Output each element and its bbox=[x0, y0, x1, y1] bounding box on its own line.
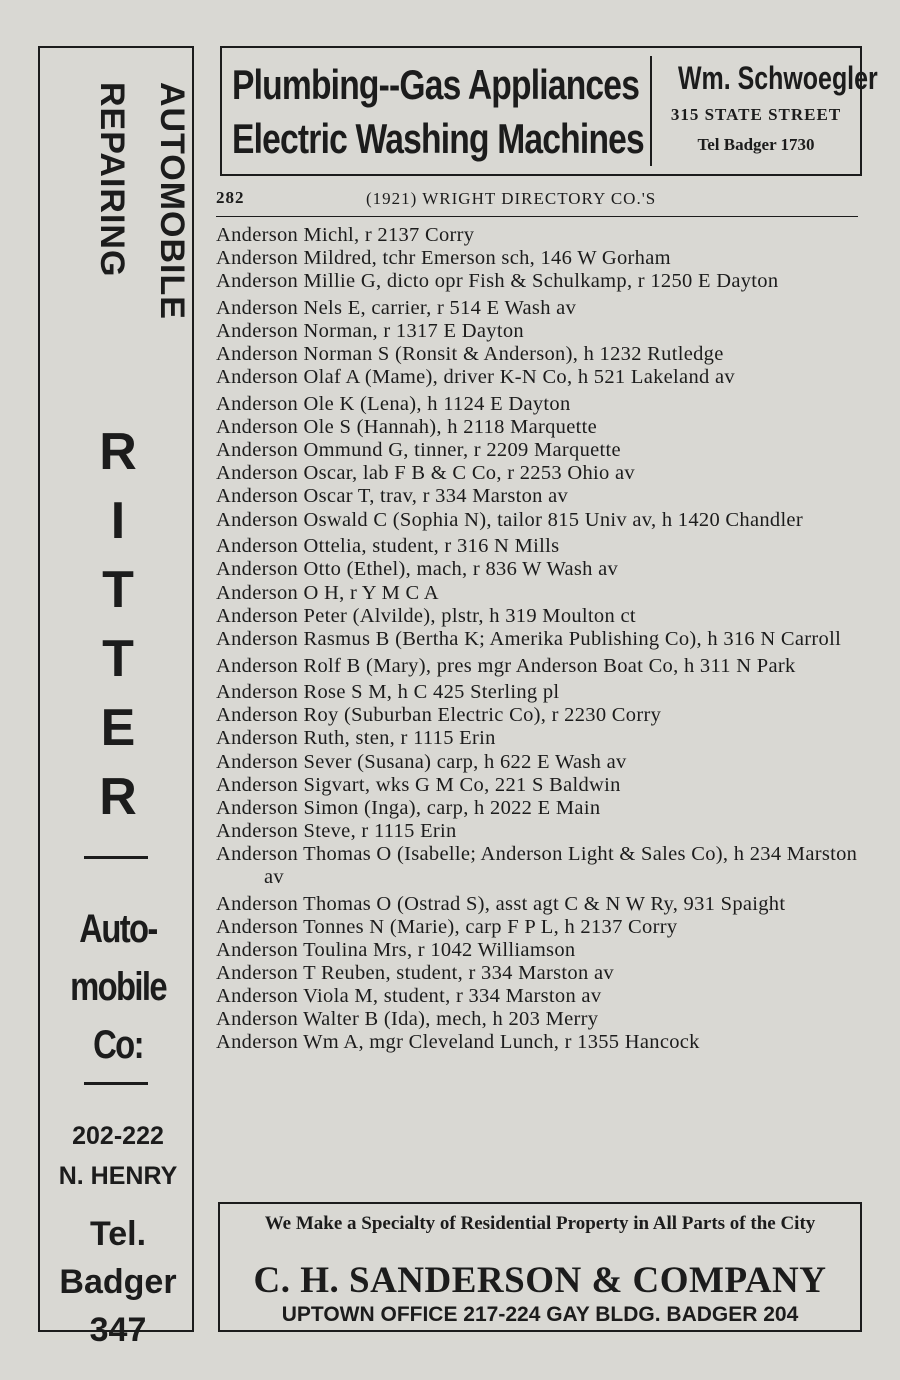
bottom-ad-company: C. H. SANDERSON & COMPANY bbox=[253, 1260, 827, 1301]
directory-entry: Anderson Roy (Suburban Electric Co), r 2230 Corry bbox=[216, 704, 662, 727]
page-title: (1921) WRIGHT DIRECTORY CO.'S bbox=[366, 189, 657, 208]
directory-entry: Anderson Steve, r 1115 Erin bbox=[216, 819, 457, 842]
brand-letter: I bbox=[110, 492, 126, 550]
directory-entry: Anderson Simon (Inga), carp, h 2022 E Main bbox=[216, 796, 601, 819]
directory-entry: Anderson Millie G, dicto opr Fish & Schulkamp, r 1250 E Dayton bbox=[216, 270, 779, 293]
company-line: mobile bbox=[70, 965, 166, 1009]
directory-entry: Anderson Mildred, tchr Emerson sch, 146 W Gorham bbox=[216, 247, 671, 270]
top-ad-divider bbox=[650, 56, 652, 166]
directory-entry: Anderson Ruth, sten, r 1115 Erin bbox=[216, 727, 496, 750]
directory-entry: Anderson Rasmus B (Bertha K; Amerika Publishing Co), h 316 N Carroll bbox=[216, 627, 842, 650]
ad-repairing-text: REPAIRING bbox=[93, 82, 131, 278]
directory-entry: Anderson Peter (Alvilde), plstr, h 319 Moulton ct bbox=[216, 604, 636, 627]
tel-line: Badger bbox=[59, 1263, 177, 1301]
directory-entry: Anderson O H, r Y M C A bbox=[216, 581, 439, 604]
directory-entry: Anderson Rose S M, h C 425 Sterling pl bbox=[216, 681, 560, 704]
directory-entry: Anderson Nels E, carrier, r 514 E Wash av bbox=[216, 296, 577, 319]
top-ad-street: 315 STATE STREET bbox=[670, 105, 842, 124]
directory-entry: Anderson Ommund G, tinner, r 2209 Marquette bbox=[216, 439, 621, 462]
ad-brand-ritter bbox=[40, 418, 196, 832]
bottom-ad-office: UPTOWN OFFICE 217-224 GAY BLDG. BADGER 204 bbox=[281, 1303, 799, 1326]
directory-entry: Anderson Norman, r 1317 E Dayton bbox=[216, 320, 524, 343]
brand-letter: T bbox=[102, 630, 134, 688]
directory-entry: Anderson Viola M, student, r 334 Marston av bbox=[216, 984, 602, 1007]
brand-letter: R bbox=[99, 423, 137, 481]
address-line: 202-222 bbox=[72, 1122, 164, 1150]
top-ad-line: Plumbing--Gas Appliances bbox=[232, 61, 640, 108]
directory-entry: Anderson Sigvart, wks G M Co, 221 S Baldwin bbox=[216, 773, 621, 796]
directory-entry: Anderson Oswald C (Sophia N), tailor 815 Univ av, h 1420 Chandler bbox=[216, 508, 803, 531]
ad-company-name bbox=[54, 900, 182, 1074]
ad-automobile-text: AUTOMOBILE bbox=[153, 82, 191, 320]
directory-entry: Anderson Ole S (Hannah), h 2118 Marquette bbox=[216, 416, 598, 439]
directory-entry: Anderson Rolf B (Mary), pres mgr Anderson Boat Co, h 311 N Park bbox=[216, 654, 796, 677]
directory-entry: Anderson Ole K (Lena), h 1124 E Dayton bbox=[216, 393, 571, 416]
address-line: N. HENRY bbox=[58, 1162, 178, 1190]
directory-entry: Anderson Norman S (Ronsit & Anderson), h 1232 Rutledge bbox=[216, 343, 724, 366]
tel-line: 347 bbox=[89, 1311, 147, 1349]
brand-letter: R bbox=[99, 768, 137, 826]
company-line: Co: bbox=[93, 1023, 143, 1067]
page-number: 282 bbox=[216, 188, 245, 207]
top-advertisement bbox=[220, 46, 878, 176]
directory-entry: Anderson Walter B (Ida), mech, h 203 Merry bbox=[216, 1008, 599, 1031]
directory-entry: Anderson Thomas O (Ostrad S), asst agt C & N W Ry, 931 Spaight bbox=[216, 892, 786, 915]
top-ad-name: Wm. Schwoegler bbox=[678, 60, 878, 96]
bottom-advertisement bbox=[218, 1202, 862, 1332]
company-line: Auto- bbox=[79, 907, 157, 951]
brand-letter: T bbox=[102, 561, 134, 619]
directory-entries bbox=[216, 224, 862, 1054]
directory-entry: Anderson Michl, r 2137 Corry bbox=[216, 224, 475, 246]
top-ad-contact bbox=[656, 56, 878, 160]
directory-entry: Anderson Otto (Ethel), mach, r 836 W Wash av bbox=[216, 558, 619, 581]
ad-vertical-text bbox=[40, 82, 196, 412]
directory-entry: Anderson Oscar T, trav, r 334 Marston av bbox=[216, 485, 569, 508]
left-advertisement bbox=[38, 46, 194, 1349]
directory-entry: Anderson Tonnes N (Marie), carp F P L, h 2137 Corry bbox=[216, 915, 678, 938]
ad-divider bbox=[84, 1082, 148, 1085]
top-ad-tel: Tel Badger 1730 bbox=[697, 135, 815, 154]
directory-entry: Anderson T Reuben, student, r 334 Marston av bbox=[216, 961, 614, 984]
directory-entry: Anderson Sever (Susana) carp, h 622 E Wash av bbox=[216, 750, 627, 773]
directory-entry: Anderson Wm A, mgr Cleveland Lunch, r 1355 Hancock bbox=[216, 1031, 700, 1054]
directory-entry: Anderson Olaf A (Mame), driver K-N Co, h 521 Lakeland av bbox=[216, 366, 735, 389]
ad-divider bbox=[84, 856, 148, 859]
brand-letter: E bbox=[100, 699, 136, 757]
ad-address bbox=[40, 1116, 196, 1196]
directory-entry: Anderson Oscar, lab F B & C Co, r 2253 Ohio av bbox=[216, 462, 635, 485]
ad-telephone bbox=[40, 1210, 196, 1354]
directory-entry: Anderson Toulina Mrs, r 1042 Williamson bbox=[216, 938, 576, 961]
tel-line: Tel. bbox=[89, 1215, 147, 1253]
bottom-ad-specialty: We Make a Specialty of Residential Property in All Parts of the City bbox=[264, 1213, 816, 1234]
directory-entry: Anderson Ottelia, student, r 316 N Mills bbox=[216, 535, 560, 558]
top-ad-line: Electric Washing Machines bbox=[232, 115, 644, 162]
page-header bbox=[216, 186, 858, 217]
directory-entry: Anderson Thomas O (Isabelle; Anderson Light & Sales Co), h 234 Marston av bbox=[216, 842, 858, 888]
top-ad-headline bbox=[232, 58, 644, 166]
